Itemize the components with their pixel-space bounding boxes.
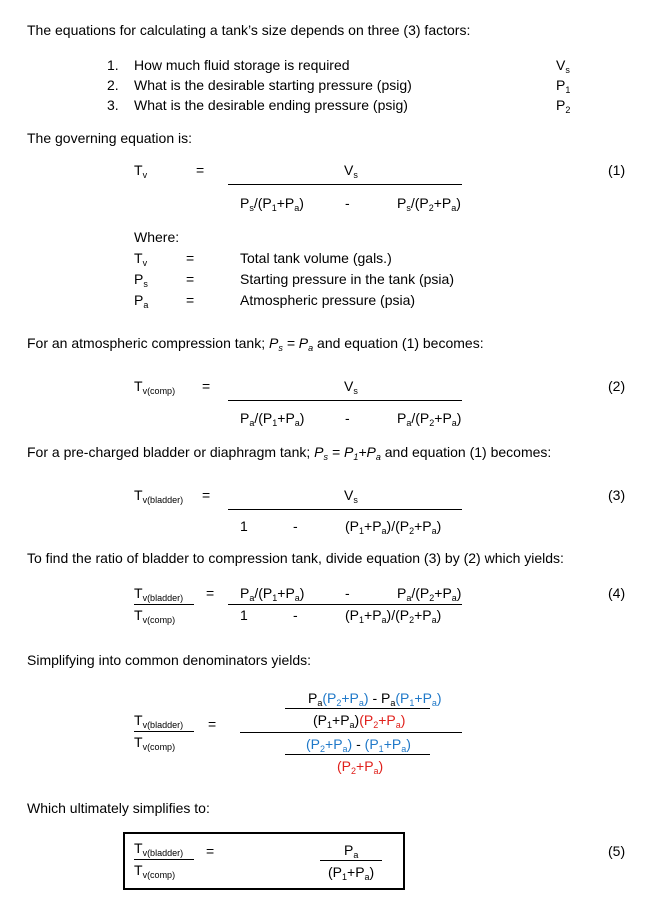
factor-num: 2. [107, 77, 119, 93]
fraction-bar [285, 754, 430, 755]
bladder-text: For a pre-charged bladder or diaphragm tank; $P_s = P_1+P_a$ and equation (1) becomes: [27, 444, 552, 462]
minus-sign: - [293, 607, 298, 623]
minus-sign: - [293, 518, 298, 534]
lhs-numerator: $T_{v(bladder)}$ [134, 712, 184, 730]
def-symbol: $P_s$ [134, 271, 148, 289]
ultimately-text: Which ultimately simplifies to: [27, 800, 210, 816]
equals-sign: = [186, 250, 195, 266]
denominator-term: $P_s/(P_2+P_a)$ [397, 195, 461, 213]
denominator-term: $(P_1+P_a)/(P_2+P_a)$ [345, 518, 442, 536]
lhs-denominator: $T_{v(comp)}$ [134, 607, 176, 625]
main-fraction-bar [240, 732, 462, 733]
equals-sign: = [206, 843, 215, 859]
fraction-bar [134, 604, 194, 605]
equation-number: (2) [608, 378, 626, 394]
def-symbol: $T_v$ [134, 250, 148, 268]
equals-sign: = [196, 162, 205, 178]
equation-number: (5) [608, 843, 626, 859]
equation-number: (4) [608, 585, 626, 601]
factor-symbol: $V_s$ [556, 57, 570, 75]
factor-text: What is the desirable starting pressure (psig) [134, 77, 412, 93]
fraction-bar [228, 184, 462, 185]
numerator-term: $P_a/(P_2+P_a)$ [397, 585, 462, 603]
denominator-term: $(P_1+P_a)/(P_2+P_a)$ [345, 607, 442, 625]
numerator: $V_s$ [344, 162, 358, 180]
lhs-numerator: $T_{v(bladder)}$ [134, 585, 184, 603]
minus-sign: - [345, 195, 350, 211]
fraction-bar [228, 400, 462, 401]
factor-text: What is the desirable ending pressure (psig) [134, 97, 408, 113]
def-text: Starting pressure in the tank (psia) [240, 271, 454, 287]
denominator-term: $P_a/(P_2+P_a)$ [397, 410, 462, 428]
numerator-term: $P_a/(P_1+P_a)$ [240, 585, 305, 603]
numerator: $P_a$ [344, 842, 359, 860]
atmos-text: For an atmospheric compression tank; $P_s = P_a$ and equation (1) becomes: [27, 335, 484, 353]
equals-sign: = [186, 292, 195, 308]
equals-sign: = [208, 716, 217, 732]
numerator-expression: $(P_2+P_a) - (P_1+P_a)$ [306, 736, 411, 754]
lhs: $T_{v(comp)}$ [134, 378, 176, 396]
lhs: $T_v$ [134, 162, 148, 180]
factor-symbol: $P_2$ [556, 97, 571, 115]
minus-sign: - [345, 585, 350, 601]
def-text: Total tank volume (gals.) [240, 250, 392, 266]
simplify-text: Simplifying into common denominators yields: [27, 652, 312, 668]
fraction-bar [134, 859, 194, 860]
denominator-term: 1 [240, 518, 248, 534]
minus-sign: - [345, 410, 350, 426]
fraction-bar [285, 708, 430, 709]
intro-text: The equations for calculating a tank’s size depends on three (3) factors: [27, 22, 471, 38]
def-symbol: $P_a$ [134, 292, 149, 310]
denominator-term: $P_a/(P_1+P_a)$ [240, 410, 305, 428]
denominator-expression: $(P_2+P_a)$ [337, 758, 384, 776]
lhs-denominator: $T_{v(comp)}$ [134, 862, 176, 880]
denominator-term: 1 [240, 607, 248, 623]
denominator-term: $P_s/(P_1+P_a)$ [240, 195, 304, 213]
equation-number: (3) [608, 487, 626, 503]
factor-text: How much fluid storage is required [134, 57, 350, 73]
lhs-denominator: $T_{v(comp)}$ [134, 734, 176, 752]
equals-sign: = [186, 271, 195, 287]
equals-sign: = [202, 487, 211, 503]
numerator: $V_s$ [344, 378, 358, 396]
fraction-bar [228, 604, 462, 605]
lhs: $T_{v(bladder)}$ [134, 487, 184, 505]
fraction-bar [228, 509, 462, 510]
lhs-numerator: $T_{v(bladder)}$ [134, 840, 184, 858]
def-text: Atmospheric pressure (psia) [240, 292, 416, 308]
fraction-bar [134, 731, 194, 732]
where-label: Where: [134, 229, 180, 245]
equation-number: (1) [608, 162, 626, 178]
factor-num: 1. [107, 57, 119, 73]
fraction-bar [320, 860, 382, 861]
factor-num: 3. [107, 97, 119, 113]
ratio-text: To find the ratio of bladder to compression tank, divide equation (3) by (2) which yields: [27, 550, 564, 566]
denominator-expression: $(P_1+P_a)(P_2+P_a)$ [313, 712, 406, 730]
governing-label: The governing equation is: [27, 130, 192, 146]
numerator: $V_s$ [344, 487, 358, 505]
equals-sign: = [206, 585, 215, 601]
factor-symbol: $P_1$ [556, 77, 571, 95]
denominator: $(P_1+P_a)$ [328, 864, 375, 882]
equals-sign: = [202, 378, 211, 394]
numerator-expression: $P_a(P_2+P_a) - P_a(P_1+P_a)$ [308, 690, 442, 708]
